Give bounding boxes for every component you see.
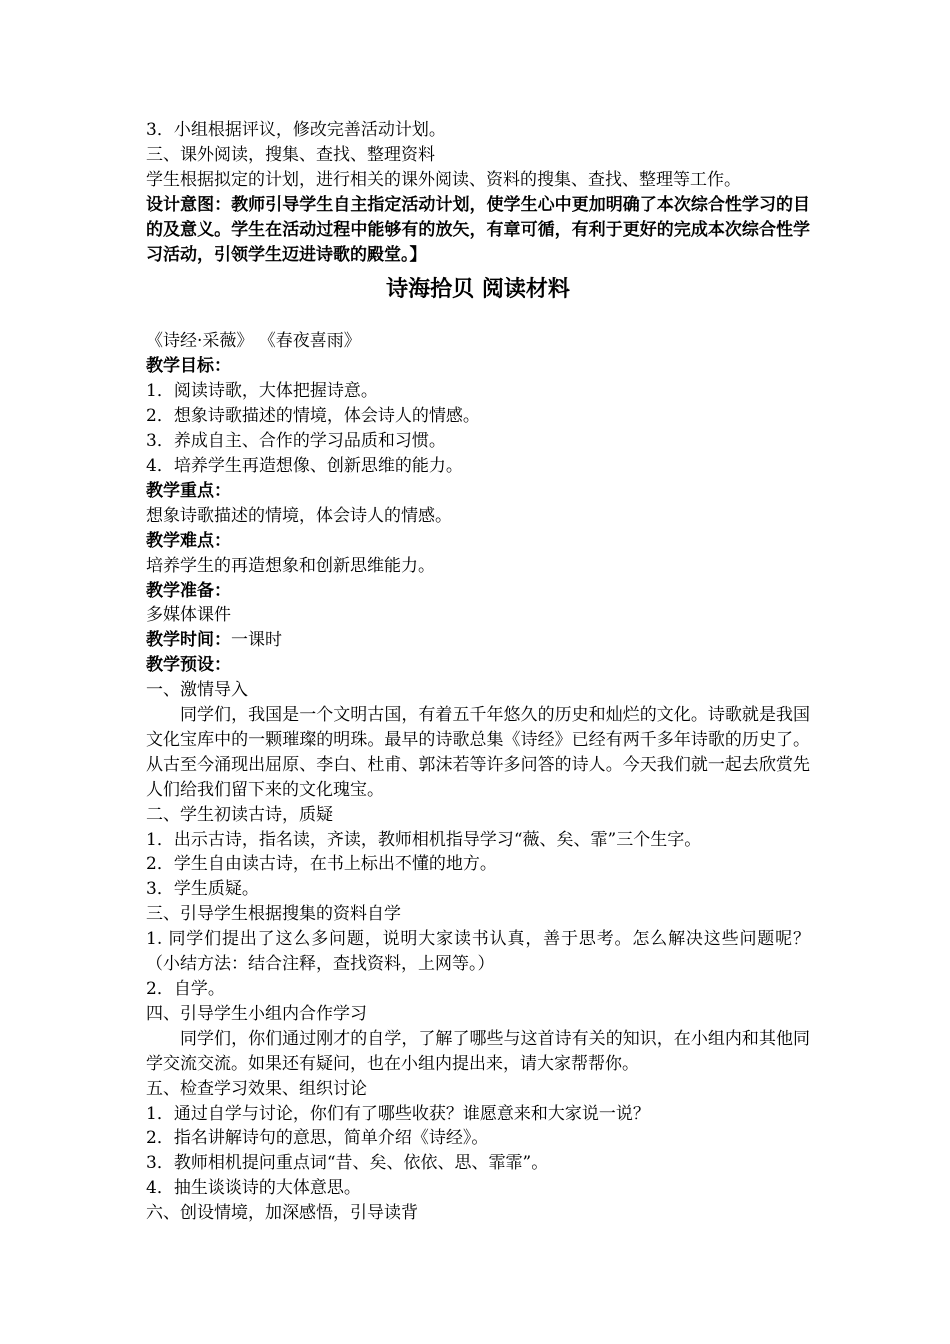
- goal-item: 1．阅读诗歌，大体把握诗意。: [146, 381, 378, 402]
- step-item: 2．指名讲解诗句的意思，简单介绍《诗经》。: [146, 1128, 489, 1149]
- section-heading: 三、引导学生根据搜集的资料自学: [146, 904, 401, 925]
- poem-titles: 《诗经·采薇》 《春夜喜雨》: [146, 331, 361, 352]
- page-title: 诗海拾贝 阅读材料: [386, 277, 570, 303]
- time-text: 一课时: [231, 630, 282, 651]
- time-label: 教学时间：: [146, 630, 231, 651]
- prep-label: 教学准备：: [146, 580, 231, 601]
- goal-item: 4．培养学生再造想像、创新思维的能力。: [146, 455, 463, 476]
- step-item: 4．抽生谈谈诗的大体意思。: [146, 1178, 361, 1199]
- design-intent: [146, 193, 810, 268]
- prep-text: 多媒体课件: [146, 605, 231, 626]
- step-item: 2．学生自由读古诗，在书上标出不懂的地方。: [146, 854, 497, 875]
- step-item: 1. 同学们提出了这么多问题，说明大家读书认真，善于思考。怎么解决这些问题呢？（小结方法：结合注释，查找资料，上网等。）: [146, 929, 810, 975]
- document-page: [146, 118, 810, 1226]
- focus-label: 教学重点：: [146, 480, 231, 501]
- design-text: 教师引导学生自主指定活动计划，使学生心中更加明确了本次综合性学习的目的及意义。学生在活动过程中能够有的放矢，有章可循，有利于更好的完成本次综合性学习活动，引领学生迈进诗歌的殿堂。】: [146, 194, 811, 265]
- group-paragraph: 同学们，你们通过刚才的自学，了解了哪些与这首诗有关的知识，在小组内和其他同学交流交流。如果还有疑问，也在小组内提出来，请大家帮帮你。: [146, 1028, 810, 1074]
- section-heading: 四、引导学生小组内合作学习: [146, 1003, 367, 1024]
- step-item: 2．自学。: [146, 979, 225, 999]
- section-heading: 五、检查学习效果、组织讨论: [146, 1078, 367, 1099]
- step-line: 3．小组根据评议，修改完善活动计划。: [146, 120, 446, 140]
- step-item: 1．出示古诗，指名读，齐读，教师相机指导学习“薇、矣、霏”三个生字。: [146, 829, 702, 850]
- step-item: 3．教师相机提问重点词“昔、矣、依依、思、霏霏”。: [146, 1153, 549, 1174]
- difficulty-text: 培养学生的再造想象和创新思维能力。: [146, 555, 435, 576]
- focus-text: 想象诗歌描述的情境，体会诗人的情感。: [146, 505, 452, 526]
- plan-label: 教学预设：: [146, 655, 231, 676]
- section-heading: 一、激情导入: [146, 680, 248, 701]
- step-item: 3．学生质疑。: [146, 879, 259, 900]
- section-heading: 三、课外阅读，搜集、查找、整理资料: [146, 144, 435, 165]
- section-heading: 六、创设情境，加深感悟，引导读背: [146, 1203, 418, 1224]
- design-label: 设计意图：: [146, 194, 232, 215]
- goal-item: 2．想象诗歌描述的情境，体会诗人的情感。: [146, 406, 480, 427]
- goal-item: 3．养成自主、合作的学习品质和习惯。: [146, 431, 446, 452]
- difficulty-label: 教学难点：: [146, 530, 231, 551]
- section-heading: 二、学生初读古诗，质疑: [146, 804, 333, 825]
- time-line: [146, 628, 810, 653]
- goals-label: 教学目标：: [146, 356, 231, 377]
- body-line: 学生根据拟定的计划，进行相关的课外阅读、资料的搜集、查找、整理等工作。: [146, 169, 741, 190]
- intro-paragraph: 同学们，我国是一个文明古国，有着五千年悠久的历史和灿烂的文化。诗歌就是我国文化宝库中的一颗璀璨的明珠。最早的诗歌总集《诗经》已经有两千多年诗歌的历史了。从古至今涌现出屈原、李白、杜甫、郭沫若等许多问答的诗人。今天我们就一起去欣赏先人们给我们留下来的文化瑰宝。: [146, 705, 810, 800]
- step-item: 1．通过自学与讨论，你们有了哪些收获？谁愿意来和大家说一说？: [146, 1103, 650, 1124]
